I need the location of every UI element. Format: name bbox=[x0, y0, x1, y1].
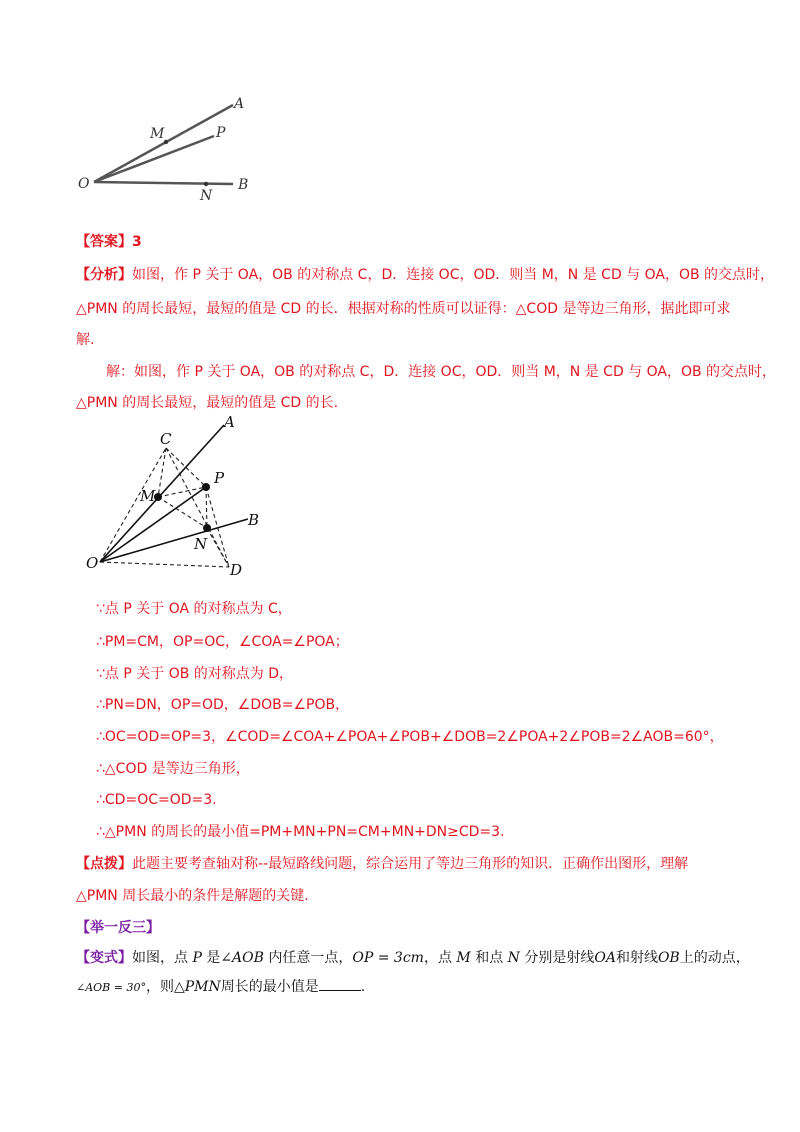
proof-line-1: ∵点 P 关于 OA 的对称点为 C， bbox=[96, 601, 292, 617]
ray-op bbox=[94, 136, 214, 182]
solution-line-1: 解：如图，作 P 关于 OA，OB 的对称点 C，D．连接 OC，OD．则当 M，N 是 CD 与 OA，OB 的交点时， bbox=[106, 364, 777, 380]
label-a: A bbox=[234, 96, 245, 112]
label-p: P bbox=[214, 469, 225, 487]
answer-tag: 【答案】 bbox=[76, 234, 132, 250]
proof-line-7: ∴CD=OC=OD=3. bbox=[96, 792, 217, 808]
tip-tag: 【点拨】 bbox=[76, 856, 132, 872]
answer-blank bbox=[319, 976, 361, 991]
label-o: O bbox=[78, 176, 90, 192]
analysis-line-2: △PMN 的周长最短，最短的值是 CD 的长．根据对称的性质可以证得：△COD 是等边三角形，据此即可求 bbox=[76, 301, 731, 317]
label-a: A bbox=[224, 415, 235, 431]
tip-line-2: △PMN 周长最小的条件是解题的关键. bbox=[76, 888, 309, 904]
proof-line-4: ∴PN=DN，OP=OD，∠DOB=∠POB， bbox=[96, 697, 350, 713]
variant-line-1: 【变式】如图，点 P 是∠AOB 内任意一点，OP = 3cm，点 M 和点 N 分别是射线OA和射线OB上的动点， bbox=[76, 950, 750, 966]
analysis-tag: 【分析】 bbox=[76, 267, 132, 283]
proof-line-8: ∴△PMN 的周长的最小值=PM+MN+PN=CM+MN+DN≥CD=3. bbox=[96, 824, 505, 840]
tip-line-1: 【点拨】此题主要考查轴对称--最短路线问题，综合运用了等边三角形的知识．正确作出图形，理解 bbox=[76, 856, 689, 872]
section-heading: 【举一反三】 bbox=[76, 920, 160, 936]
proof-line-5: ∴OC=OD=OP=3，∠COD=∠COA+∠POA+∠POB+∠DOB=2∠POA+2∠POB=2∠AOB=60°， bbox=[96, 729, 724, 745]
label-o: O bbox=[86, 554, 99, 572]
segment-pn bbox=[206, 487, 207, 528]
variant-line-2: ∠AOB = 30°，则△PMN周长的最小值是 . bbox=[76, 976, 365, 998]
proof-line-6: ∴△COD 是等边三角形， bbox=[96, 761, 250, 777]
analysis-line-3: 解. bbox=[76, 332, 95, 348]
label-m: M bbox=[150, 126, 165, 142]
answer-line bbox=[76, 232, 142, 252]
answer-value: 3 bbox=[132, 234, 142, 250]
label-d: D bbox=[230, 561, 243, 579]
label-c: C bbox=[160, 430, 172, 448]
point-n bbox=[204, 182, 208, 186]
label-b: B bbox=[238, 177, 249, 193]
solution-line-2: △PMN 的周长最短，最短的值是 CD 的长. bbox=[76, 395, 339, 411]
label-p: P bbox=[216, 125, 226, 141]
segment-od bbox=[100, 562, 229, 567]
figure-angle-aob bbox=[76, 90, 276, 205]
point-m bbox=[164, 140, 168, 144]
ray-oa bbox=[94, 105, 233, 182]
label-m: M bbox=[140, 487, 156, 505]
proof-line-3: ∵点 P 关于 OB 的对称点为 D， bbox=[96, 666, 294, 682]
ray-ob bbox=[94, 182, 233, 184]
label-b: B bbox=[248, 511, 260, 529]
analysis-line-1: 【分析】如图，作 P 关于 OA，OB 的对称点 C，D．连接 OC，OD．则当 M，N 是 CD 与 OA，OB 的交点时， bbox=[76, 267, 775, 283]
point-n bbox=[203, 524, 211, 532]
label-n: N bbox=[200, 188, 213, 204]
proof-line-2: ∴PM=CM，OP=OC，∠COA=∠POA； bbox=[96, 634, 349, 650]
point-p bbox=[202, 483, 210, 491]
variant-tag: 【变式】 bbox=[76, 950, 132, 966]
figure-symmetry-construction bbox=[76, 415, 276, 585]
label-n: N bbox=[194, 535, 208, 553]
